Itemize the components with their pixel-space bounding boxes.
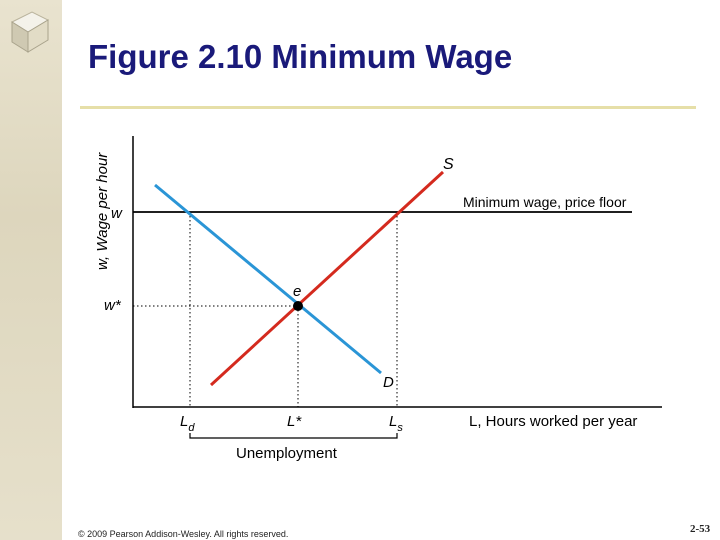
y-axis-label: w, Wage per hour bbox=[94, 152, 111, 270]
unemployment-label: Unemployment bbox=[236, 445, 337, 462]
slide-title: Figure 2.10 Minimum Wage bbox=[88, 38, 513, 75]
supply-curve bbox=[211, 172, 443, 385]
demand-curve bbox=[155, 185, 381, 373]
x-tick-ld: $L_d$ bbox=[180, 413, 195, 434]
page-number: 2-53 bbox=[690, 523, 711, 535]
demand-label: D bbox=[383, 374, 394, 391]
equilibrium-label: e bbox=[293, 283, 302, 300]
x-tick-lstar: L* bbox=[287, 413, 302, 430]
unemployment-bracket bbox=[190, 433, 397, 438]
y-tick-w-star: w* bbox=[104, 297, 121, 314]
x-tick-ls: $L_s$ bbox=[389, 413, 403, 434]
equilibrium-point bbox=[293, 301, 303, 311]
floor-label: Minimum wage, price floor bbox=[463, 194, 627, 210]
y-tick-w: w bbox=[111, 205, 122, 222]
x-axis-label: L, Hours worked per year bbox=[469, 413, 638, 430]
supply-label: S bbox=[443, 156, 454, 173]
copyright-footer: © 2009 Pearson Addison-Wesley. All rights reserved. bbox=[78, 529, 289, 539]
